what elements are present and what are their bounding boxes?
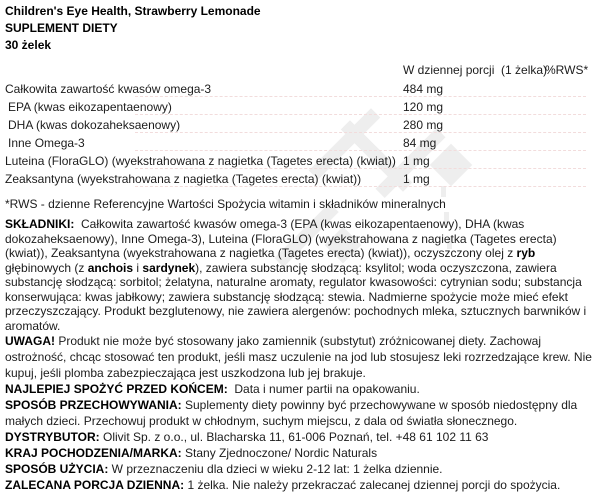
row-label: DHA (kwas dokozaheksaenowy) bbox=[8, 118, 181, 132]
row-separator bbox=[135, 186, 586, 187]
nutrition-table bbox=[5, 62, 601, 188]
row-label: Luteina (FloraGLO) (wyekstrahowana z nagietka (Tagetes erecta) (kwiat)) bbox=[5, 154, 396, 168]
ingredients-paragraph bbox=[5, 217, 601, 333]
paragraph-lead-label: anchois bbox=[87, 260, 134, 275]
paragraph-lead-label: SPOSÓB PRZECHOWYWANIA: bbox=[5, 398, 182, 412]
paragraph-lead-label: DYSTRYBUTOR: bbox=[5, 430, 100, 444]
paragraph-lead-label: UWAGA! bbox=[5, 334, 55, 348]
paragraph-lead-label: ryb bbox=[516, 246, 536, 260]
product-title: Children's Eye Health, Strawberry Lemonade bbox=[5, 4, 261, 18]
amount-column-header: W dziennej porcji (1 żelka) bbox=[403, 63, 548, 77]
info-paragraphs bbox=[5, 217, 601, 493]
paragraph-text: Data i numer partii na opakowaniu. bbox=[227, 382, 420, 396]
origin-paragraph bbox=[5, 445, 601, 461]
distributor-paragraph bbox=[5, 429, 601, 445]
usage-paragraph bbox=[5, 461, 601, 477]
product-type: SUPLEMENT DIETY bbox=[5, 21, 118, 35]
daily-portion-paragraph bbox=[5, 477, 601, 493]
rws-column-header: %RWS* bbox=[545, 63, 589, 77]
paragraph-text: Produkt nie może być stosowany jako zamiennik (substytut) zróżnicowanej diety. Zachowaj ostrożność, chcąc stosować ten produkt, jeśli masz uczulenie na jod lub stosujesz leki rozrzedzające krew. Nie kupuj, jeśli plomba zabezpieczająca jest uszkodzona lub jej brakuje. bbox=[5, 334, 596, 380]
best-before-paragraph bbox=[5, 381, 601, 397]
row-value: 84 mg bbox=[403, 136, 437, 150]
row-value: 280 mg bbox=[403, 118, 444, 132]
row-value: 484 mg bbox=[403, 82, 444, 96]
nutrition-table-header bbox=[5, 62, 601, 80]
paragraph-text: Olivit Sp. z o.o., ul. Blacharska 11, 61-006 Poznań, tel. +48 61 102 11 63 bbox=[99, 430, 489, 444]
paragraph-lead-label: sardynek bbox=[142, 260, 196, 275]
storage-paragraph bbox=[5, 397, 601, 429]
paragraph-lead-label: SKŁADNIKI: bbox=[5, 217, 75, 231]
paragraph-text: Stany Zjednoczone/ Nordic Naturals bbox=[181, 446, 378, 460]
table-row bbox=[5, 98, 601, 116]
rws-footnote: *RWS - dzienne Referencyjne Wartości Spożycia witamin i składników mineralnych bbox=[5, 197, 446, 211]
paragraph-lead-label: SPOSÓB UŻYCIA: bbox=[5, 462, 109, 476]
table-row bbox=[5, 170, 601, 188]
paragraph-lead-label: ZALECANA PORCJA DZIENNA: bbox=[5, 478, 185, 492]
row-separator bbox=[135, 168, 586, 169]
row-value: 1 mg bbox=[403, 172, 430, 186]
paragraph-text: 1 żelka. Nie należy przekraczać zalecanej dziennej porcji do spożycia. bbox=[184, 478, 561, 492]
paragraph-text: Całkowita zawartość kwasów omega-3 (EPA (kwas eikozapentaenowy), DHA (kwas dokozaheksaenowy), Inne Omega-3), Luteina (FloraGLO) (wyekstrahowana z nagietka (Tagetes erecta) (kwiat)), Zeaksantyna (wyekstrahowana z nagietka (Tagetes erecta) (kwiat)), oczyszczony olej z bbox=[5, 217, 560, 260]
table-row bbox=[5, 80, 601, 98]
row-value: 120 mg bbox=[403, 100, 444, 114]
row-label: EPA (kwas eikozapentaenowy) bbox=[8, 100, 172, 114]
table-row bbox=[5, 134, 601, 152]
row-separator bbox=[135, 150, 586, 151]
row-separator bbox=[135, 114, 586, 115]
row-separator bbox=[135, 132, 586, 133]
row-value: 1 mg bbox=[403, 154, 430, 168]
paragraph-text: W przeznaczeniu dla dzieci w wieku 2-12 lat: 1 żelka dziennie. bbox=[108, 462, 443, 476]
table-row bbox=[5, 152, 601, 170]
paragraph-lead-label: NAJLEPIEJ SPOŻYĆ PRZED KOŃCEM: bbox=[5, 382, 228, 396]
table-row bbox=[5, 116, 601, 134]
paragraph-text: Suplementy diety powinny być przechowywane w sposób niedostępny dla małych dzieci. Przechowuj produkt w chłodnym, suchym miejscu, z dala od światła słonecznego. bbox=[5, 398, 581, 428]
row-label: Inne Omega-3 bbox=[8, 136, 85, 150]
paragraph-text: głębinowych (z bbox=[5, 246, 539, 275]
nutrition-table-rows bbox=[5, 80, 601, 188]
row-label: Zeaksantyna (wyekstrahowana z nagietka (Tagetes erecta) (kwiat)) bbox=[5, 172, 362, 186]
paragraph-text: ), zawiera substancję słodzącą: ksylitol; woda oczyszczona, zawiera substancję słodzącą: sorbitol; żelatyna, naturalne aromaty, regulator kwasowości: cytrynian sodu; substancja konserwująca: kwas jabłkowy; zawiera substancję słodzącą: stewia. Nadmierne spożycie może mieć efekt przeczyszczający. Produkt bezglutenowy, nie zawiera alergenów: pochodnych mleka, sztucznych barwników i aromatów. bbox=[5, 260, 590, 333]
paragraph-text: i bbox=[133, 260, 143, 275]
product-count: 30 żelek bbox=[5, 38, 52, 52]
warning-paragraph bbox=[5, 333, 601, 381]
paragraph-lead-label: KRAJ POCHODZENIA/MARKA: bbox=[5, 446, 182, 460]
row-separator bbox=[135, 96, 586, 97]
row-label: Całkowita zawartość kwasów omega-3 bbox=[5, 82, 212, 96]
